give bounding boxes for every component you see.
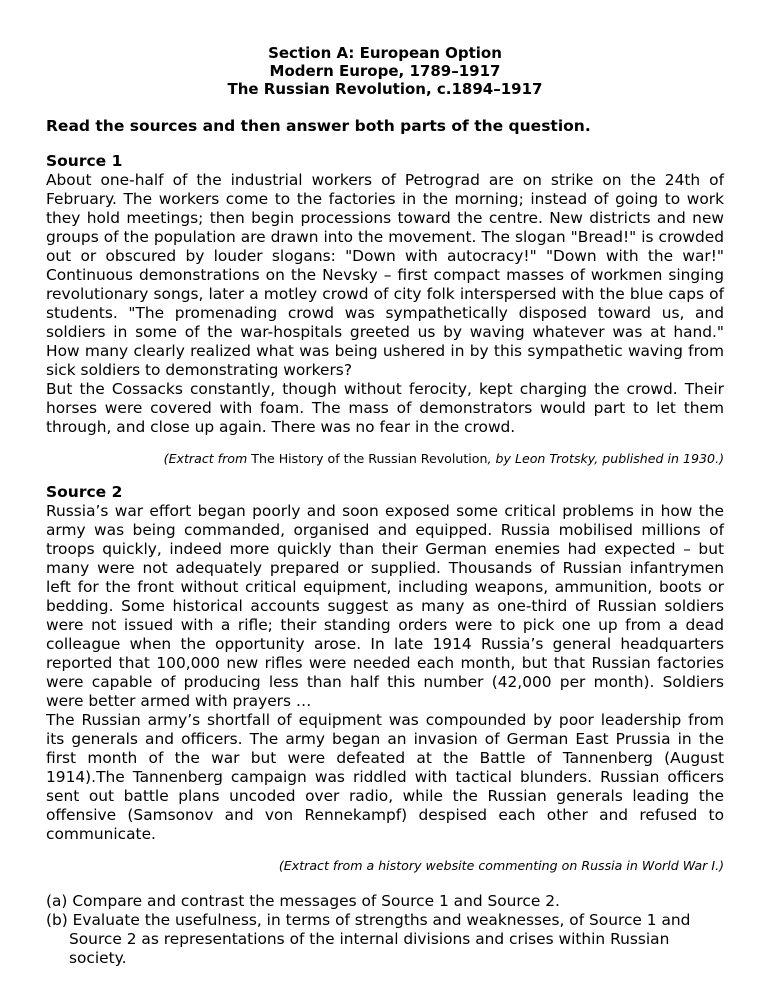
source-2-citation [46, 858, 724, 874]
question-a: (a) Compare and contrast the messages of Source 1 and Source 2. [46, 892, 560, 910]
option-title: Modern Europe, 1789–1917 [269, 62, 501, 80]
question-b: (b) Evaluate the usefulness, in terms of strengths and weaknesses, of Source 1 and Source 2 as representations of the internal divisions and crises within Russian society. [46, 911, 691, 967]
citation-work-title: The History of the Russian Revolution [251, 451, 488, 466]
source-1-paragraph-2: But the Cossacks constantly, though without ferocity, kept charging the crowd. Their horses were covered with foam. The mass of demonstrators would part to let them through, and close up again. There was no fear in the crowd. [46, 380, 724, 436]
citation-prefix: (Extract from [163, 451, 252, 466]
source-2 [46, 483, 724, 874]
section-header [46, 44, 724, 98]
source-1-paragraph-1: About one-half of the industrial workers of Petrograd are on strike on the 24th of February. The workers come to the factories in the morning; instead of going to work they hold meetings; then begin processions toward the centre. New districts and new groups of the population are drawn into the movement. The slogan "Bread!" is crowded out or obscured by louder slogans: "Down with autocracy!" "Down with the war!" Continuous demonstrations on the Nevsky – first compact masses of workmen singing revolutionary songs, later a motley crowd of city folk interspersed with the blue caps of students. "The promenading crowd was sympathetically disposed toward us, and soldiers in some of the war-hospitals greeted us by waving whatever was at hand." How many clearly realized what was being ushered in by this sympathetic waving from sick soldiers to demonstrating workers? [46, 171, 724, 379]
question-list [46, 892, 724, 968]
document-page [46, 44, 724, 968]
citation-suffix: , by Leon Trotsky, published in 1930.) [487, 451, 724, 466]
source-2-paragraph-2: The Russian army’s shortfall of equipment was compounded by poor leadership from its generals and officers. The army began an invasion of German East Prussia in the first month of the war but were defeated at the Battle of Tannenberg (August 1914).The Tannenberg campaign was riddled with tactical blunders. Russian officers sent out battle plans uncoded over radio, while the Russian generals leading the offensive (Samsonov and von Rennekampf) despised each other and refused to communicate. [46, 711, 724, 843]
source-1 [46, 152, 724, 467]
source-2-heading: Source 2 [46, 483, 123, 501]
citation-text: (Extract from a history website commenting on Russia in World War I.) [278, 858, 724, 873]
section-title: Section A: European Option [268, 44, 502, 62]
instruction-text: Read the sources and then answer both parts of the question. [46, 117, 591, 135]
topic-title: The Russian Revolution, c.1894–1917 [227, 80, 543, 98]
source-1-citation [46, 451, 724, 467]
source-1-heading: Source 1 [46, 152, 123, 170]
source-2-paragraph-1: Russia’s war effort began poorly and soon exposed some critical problems in how the army was being commanded, organised and equipped. Russia mobilised millions of troops quickly, indeed more quickly than their German enemies had expected – but many were not adequately prepared or supplied. Thousands of Russian infantrymen left for the front without critical equipment, including weapons, ammunition, boots or bedding. Some historical accounts suggest as many as one-third of Russian soldiers were not issued with a rifle; their standing orders were to pick one up from a dead colleague when the opportunity arose. In late 1914 Russia’s general headquarters reported that 100,000 new rifles were needed each month, but that Russian factories were capable of producing less than half this number (42,000 per month). Soldiers were better armed with prayers … [46, 502, 724, 710]
